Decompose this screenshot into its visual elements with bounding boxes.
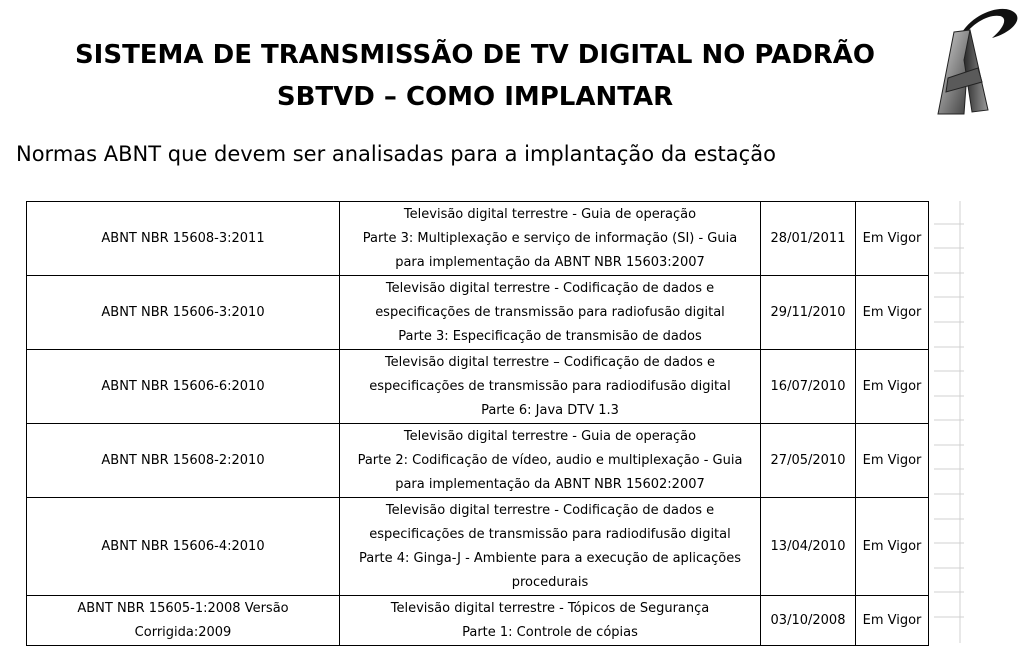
norm-code: ABNT NBR 15608-2:2010 xyxy=(101,452,265,468)
norm-status: Em Vigor xyxy=(856,498,929,596)
norm-date: 03/10/2008 xyxy=(761,596,856,646)
table-row xyxy=(27,202,929,276)
norm-date: 13/04/2010 xyxy=(761,498,856,596)
table-row xyxy=(27,498,929,596)
norm-status: Em Vigor xyxy=(856,276,929,350)
norm-description-cell xyxy=(340,498,761,596)
norm-status: Em Vigor xyxy=(856,424,929,498)
norm-description-line: especificações de transmissão para radiodifusão digital xyxy=(369,526,731,542)
norm-code: Corrigida:2009 xyxy=(134,624,232,640)
norm-code-cell xyxy=(27,350,340,424)
norm-description-line: Televisão digital terrestre - Guia de operação xyxy=(403,206,697,222)
norm-status: Em Vigor xyxy=(856,350,929,424)
abnt-norms-table xyxy=(26,201,929,646)
norm-description-line: Parte 6: Java DTV 1.3 xyxy=(481,402,619,418)
norm-code-cell xyxy=(27,424,340,498)
norm-code: ABNT NBR 15608-3:2011 xyxy=(101,230,265,246)
norm-status: Em Vigor xyxy=(856,202,929,276)
norm-code: ABNT NBR 15606-6:2010 xyxy=(101,378,265,394)
norm-code-cell xyxy=(27,596,340,646)
norm-description-cell xyxy=(340,276,761,350)
norm-code: ABNT NBR 15606-3:2010 xyxy=(101,304,265,320)
norm-description-line: Parte 1: Controle de cópias xyxy=(462,624,638,640)
norm-description-line: especificações de transmissão para radiofusão digital xyxy=(375,304,725,320)
slide-title-line-1: SISTEMA DE TRANSMISSÃO DE TV DIGITAL NO PADRÃO xyxy=(74,40,876,70)
norm-description-line: Televisão digital terrestre – Codificação de dados e xyxy=(384,354,716,370)
norm-description-line: Parte 3: Multiplexação e serviço de informação (SI) - Guia xyxy=(362,230,738,246)
norm-description-cell xyxy=(340,202,761,276)
norm-description-line: Parte 3: Especificação de transmisão de dados xyxy=(398,328,702,344)
norm-description-line: Televisão digital terrestre - Codificação de dados e xyxy=(385,502,715,518)
norm-date: 29/11/2010 xyxy=(761,276,856,350)
norm-code: ABNT NBR 15606-4:2010 xyxy=(101,538,265,554)
norm-description-line: para implementação da ABNT NBR 15603:2007 xyxy=(395,254,705,270)
norm-code-cell xyxy=(27,498,340,596)
norm-description-line: para implementação da ABNT NBR 15602:2007 xyxy=(395,476,705,492)
norm-status: Em Vigor xyxy=(856,596,929,646)
norm-description-line: Parte 4: Ginga-J - Ambiente para a execução de aplicações xyxy=(358,550,742,566)
norm-date: 16/07/2010 xyxy=(761,350,856,424)
norm-description-line: Televisão digital terrestre - Tópicos de Segurança xyxy=(390,600,710,616)
norm-description-cell xyxy=(340,596,761,646)
norm-description-cell xyxy=(340,424,761,498)
norm-description-line: procedurais xyxy=(511,574,589,590)
norm-code-cell xyxy=(27,202,340,276)
slide-title-line-2: SBTVD – COMO IMPLANTAR xyxy=(276,82,674,112)
table-row xyxy=(27,350,929,424)
norm-code: ABNT NBR 15605-1:2008 Versão xyxy=(77,600,289,616)
table-row xyxy=(27,276,929,350)
norm-date: 28/01/2011 xyxy=(761,202,856,276)
slide-title xyxy=(40,34,910,118)
norm-description-line: Televisão digital terrestre - Codificação de dados e xyxy=(385,280,715,296)
table-row xyxy=(27,596,929,646)
norm-description-line: Televisão digital terrestre - Guia de operação xyxy=(403,428,697,444)
table-row xyxy=(27,424,929,498)
norm-description-line: Parte 2: Codificação de vídeo, audio e multiplexação - Guia xyxy=(357,452,743,468)
norm-date: 27/05/2010 xyxy=(761,424,856,498)
spreadsheet-gridlines xyxy=(934,201,964,643)
stylized-a-logo-icon xyxy=(920,2,1024,122)
norm-code-cell xyxy=(27,276,340,350)
slide-subtitle: Normas ABNT que devem ser analisadas para a implantação da estação xyxy=(16,142,776,166)
norm-description-cell xyxy=(340,350,761,424)
norm-description-line: especificações de transmissão para radiodifusão digital xyxy=(369,378,731,394)
